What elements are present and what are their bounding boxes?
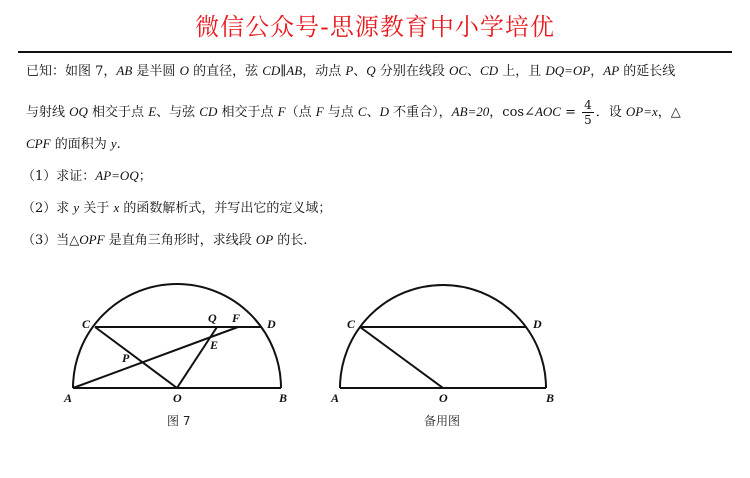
page-title: 微信公众号-思源教育中小学培优: [195, 13, 555, 41]
label-d-backup: D: [533, 317, 542, 331]
label-a: A: [64, 391, 73, 405]
label-o-backup: O: [439, 391, 448, 405]
question-2: （2）求 y 关于 x 的函数解析式，并写出它的定义域；: [22, 200, 332, 216]
label-q: Q: [208, 311, 217, 325]
semicircle-arc: [73, 284, 281, 388]
segment-oc: [95, 327, 177, 388]
ray-oq: [177, 327, 217, 388]
label-o: O: [173, 391, 182, 405]
label-b-backup: B: [546, 391, 555, 405]
problem-line-1: 已知：如图 7，AB 是半圆 O 的直径，弦 CD∥AB，动点 P、Q 分别在线段 OC、CD 上，且 DQ=OP，AP 的延长线: [26, 63, 676, 79]
figure-7-caption: 图 7: [167, 414, 191, 428]
figure-backup-labels: [330, 317, 554, 428]
label-f: F: [232, 311, 241, 325]
label-c-backup: C: [347, 317, 356, 331]
problem-line-2: 与射线 OQ 相交于点 E、与弦 CD 相交于点 F（点 F 与点 C、D 不重合），AB=20，cos∠AOC = $\frac{4}{5}$ ．设 OP=x，△: [26, 98, 681, 127]
semicircle-arc-backup: [340, 285, 546, 388]
fraction-four-fifths: $\frac{4}{5}$: [584, 98, 592, 127]
line-af: [73, 327, 238, 388]
figure-backup: [340, 285, 546, 388]
label-b: B: [279, 391, 288, 405]
label-p: P: [122, 351, 130, 365]
figure-backup-caption: 备用图: [424, 414, 461, 428]
label-e: E: [210, 338, 219, 352]
figure-7: [73, 284, 281, 388]
question-1: （1）求证：AP=OQ；: [22, 168, 152, 184]
label-c: C: [82, 317, 91, 331]
label-d: D: [267, 317, 276, 331]
segment-oc-backup: [360, 327, 443, 388]
question-3: （3）当△OPF 是直角三角形时，求线段 OP 的长.: [22, 232, 308, 248]
label-a-backup: A: [331, 391, 340, 405]
problem-line-3: CPF 的面积为 y.: [26, 136, 121, 152]
